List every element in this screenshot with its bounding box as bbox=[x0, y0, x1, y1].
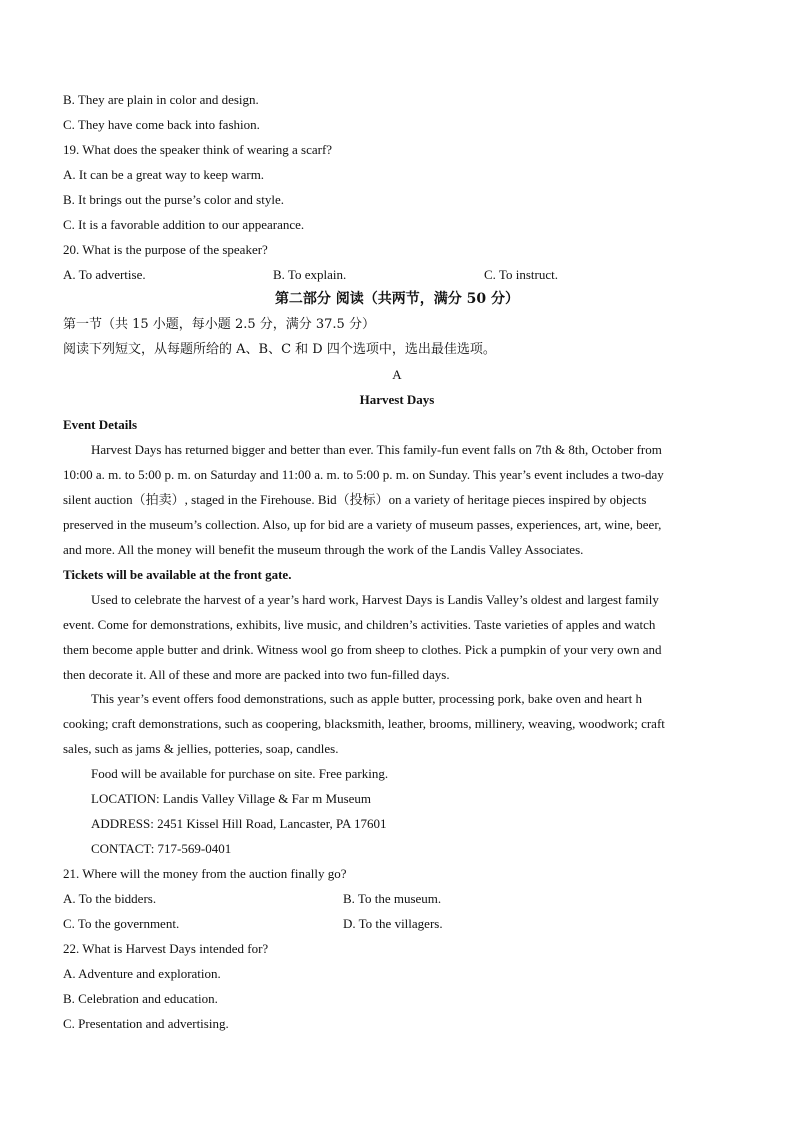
q20-options bbox=[63, 262, 733, 287]
para1-line: Harvest Days has returned bigger and better than ever. This family-fun event falls on 7th & 8th, October from bbox=[91, 442, 662, 457]
q21-option-d: D. To the villagers. bbox=[343, 916, 443, 931]
q20-question: 20. What is the purpose of the speaker? bbox=[63, 242, 268, 257]
q18-option-b: B. They are plain in color and design. bbox=[63, 92, 259, 107]
q22-question: 22. What is Harvest Days intended for? bbox=[63, 941, 269, 956]
para1-line: 10:00 a. m. to 5:00 p. m. on Saturday and 11:00 a. m. to 5:00 p. m. on Sunday. This year’s event includes a two-day bbox=[63, 467, 664, 482]
para1-line: silent auction（拍卖）, staged in the Firehouse. Bid（投标）on a variety of heritage pieces inspired by objects bbox=[63, 492, 647, 507]
event-details-heading: Event Details bbox=[63, 417, 138, 432]
info-contact: CONTACT: 717-569-0401 bbox=[91, 841, 232, 856]
para1-line: and more. All the money will benefit the museum through the work of the Landis Valley Associates. bbox=[63, 542, 584, 557]
q19-option-a: A. It can be a great way to keep warm. bbox=[63, 167, 265, 182]
q21-option-a: A. To the bidders. bbox=[63, 891, 157, 906]
q22-option-a: A. Adventure and exploration. bbox=[63, 966, 221, 981]
info-address: ADDRESS: 2451 Kissel Hill Road, Lancaster, PA 17601 bbox=[91, 816, 387, 831]
q21-option-b: B. To the museum. bbox=[343, 891, 442, 906]
q21-question: 21. Where will the money from the auction finally go? bbox=[63, 866, 347, 881]
info-location: LOCATION: Landis Valley Village & Far m Museum bbox=[91, 791, 372, 806]
passage-letter: A bbox=[392, 367, 402, 382]
q20-option-a: A. To advertise. bbox=[63, 267, 146, 282]
q22-option-b: B. Celebration and education. bbox=[63, 991, 218, 1006]
q22-option-c: C. Presentation and advertising. bbox=[63, 1016, 229, 1031]
q19-option-c: C. It is a favorable addition to our appearance. bbox=[63, 217, 305, 232]
para2-line: them become apple butter and drink. Witness wool go from sheep to clothes. Pick a pumpkin of your very own and bbox=[63, 642, 662, 657]
para2-line: event. Come for demonstrations, exhibits, live music, and children’s activities. Taste varieties of apples and watch bbox=[63, 617, 656, 632]
para3-line: sales, such as jams & jellies, potteries, soap, candles. bbox=[63, 741, 339, 756]
part-two-title: 第二部分 阅读（共两节，满分 50 分） bbox=[274, 291, 520, 307]
q18-option-c: C. They have come back into fashion. bbox=[63, 117, 260, 132]
para2-line: Used to celebrate the harvest of a year’s hard work, Harvest Days is Landis Valley’s oldest and largest family bbox=[91, 592, 659, 607]
q20-option-b: B. To explain. bbox=[273, 267, 347, 282]
tickets-heading: Tickets will be available at the front gate. bbox=[63, 567, 292, 582]
passage-title: Harvest Days bbox=[359, 392, 435, 407]
para3-line: cooking; craft demonstrations, such as coopering, blacksmith, leather, brooms, millinery, weaving, woodwork; craft bbox=[63, 716, 665, 731]
para1-line: preserved in the museum’s collection. Also, up for bid are a variety of museum passes, experiences, art, wine, beer, bbox=[63, 517, 662, 532]
reading-instruction: 阅读下列短文，从每题所给的 A、B、C 和 D 四个选项中，选出最佳选项。 bbox=[63, 342, 496, 357]
section-one-heading: 第一节（共 15 小题，每小题 2.5 分，满分 37.5 分） bbox=[63, 317, 375, 332]
info-food: Food will be available for purchase on site. Free parking. bbox=[91, 766, 389, 781]
q21-options-row2 bbox=[63, 911, 733, 936]
q21-options-row1 bbox=[63, 886, 733, 911]
q20-option-c: C. To instruct. bbox=[484, 267, 558, 282]
para2-line: then decorate it. All of these and more are packed into two fun-filled days. bbox=[63, 667, 450, 682]
q21-option-c: C. To the government. bbox=[63, 916, 180, 931]
q19-option-b: B. It brings out the purse’s color and style. bbox=[63, 192, 284, 207]
para3-line: This year’s event offers food demonstrations, such as apple butter, processing pork, bake oven and heart h bbox=[91, 691, 642, 706]
q19-question: 19. What does the speaker think of wearing a scarf? bbox=[63, 142, 333, 157]
